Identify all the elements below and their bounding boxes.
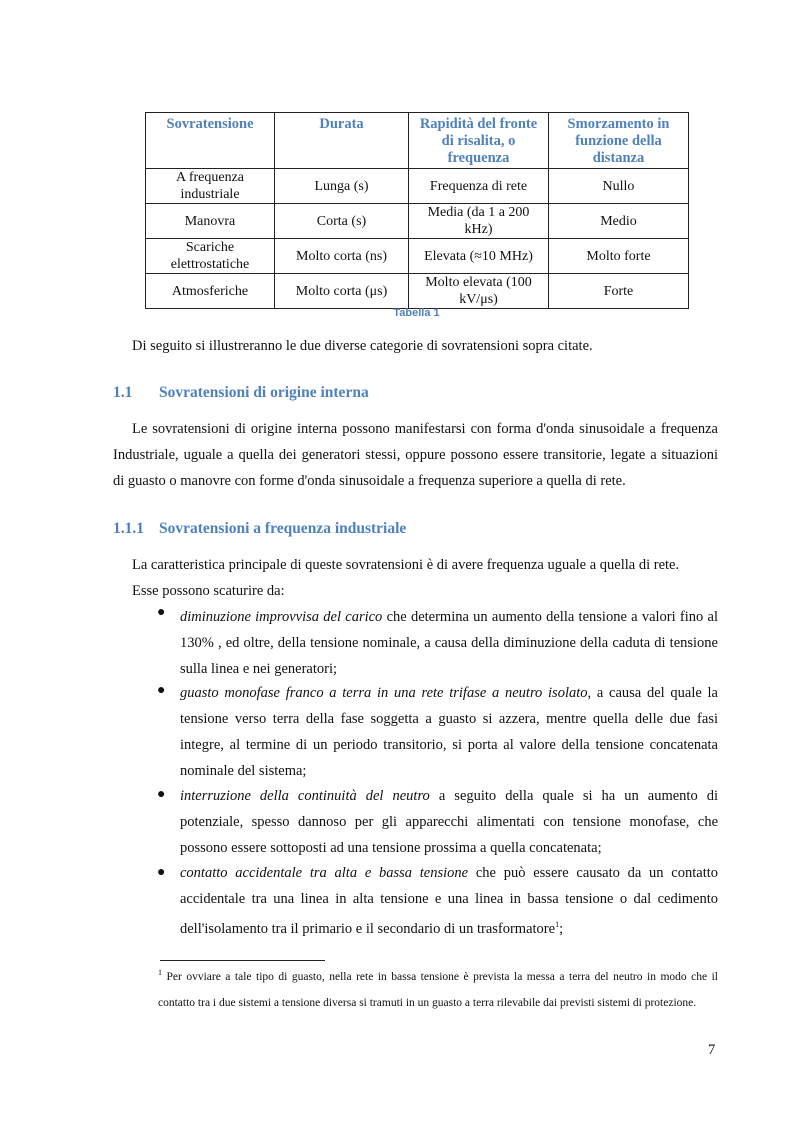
- bullet-icon: ●: [157, 787, 166, 802]
- item-text: integre, al termine di un periodo transitorio, si porta al valore della tensione concatenata: [180, 737, 718, 753]
- table-row: [146, 204, 689, 239]
- header-smorzamento: Smorzamento in funzione della distanza: [549, 113, 689, 169]
- item-text: sulla linea e nei generatori;: [180, 661, 338, 677]
- item-text: possono essere sottoposti ad una tensione prossima a quella concatenata;: [180, 840, 602, 856]
- cell-tipo: Manovra: [146, 204, 275, 239]
- cell-smorzamento: Medio: [549, 204, 689, 239]
- section-title: Sovratensioni di origine interna: [159, 384, 369, 401]
- bullet-icon: ●: [157, 605, 166, 620]
- section-number: 1.1: [113, 384, 133, 401]
- item-text: dell'isolamento tra il primario e il secondario di un trasformatore: [180, 920, 556, 937]
- footnote-text: contatto tra i due sistemi a tensione diversa si tramuti in un guasto a terra rilevabile dai previsti sistemi di protezione.: [158, 996, 697, 1009]
- footnote-ref[interactable]: 1: [555, 920, 560, 929]
- cell-tipo: Scariche elettrostatiche: [146, 239, 275, 274]
- cell-durata: Molto corta (μs): [275, 274, 409, 309]
- page-number: 7: [708, 1042, 716, 1058]
- intro-paragraph: Di seguito si illustreranno le due diverse categorie di sovratensioni sopra citate.: [132, 338, 593, 354]
- section-number: 1.1.1: [113, 520, 144, 537]
- cell-rapidita: Molto elevata (100 kV/μs): [409, 274, 549, 309]
- cell-rapidita: Elevata (≈10 MHz): [409, 239, 549, 274]
- list-item: [180, 680, 718, 784]
- paragraph-line: La caratteristica principale di queste sovratensioni è di avere frequenza uguale a quella di rete.: [132, 557, 680, 573]
- section-heading-1-1-1: [113, 520, 406, 538]
- footnote-mark: 1: [158, 968, 162, 977]
- item-emphasis: diminuzione improvvisa del carico: [180, 609, 383, 625]
- cell-smorzamento: Forte: [549, 274, 689, 309]
- item-emphasis: guasto monofase franco a terra in una rete trifase a neutro isolato: [180, 685, 588, 701]
- cell-tipo: Atmosferiche: [146, 274, 275, 309]
- header-rapidita: Rapidità del fronte di risalita, o frequenza: [409, 113, 549, 169]
- header-durata: Durata: [275, 113, 409, 169]
- paragraph-line: Industriale, uguale a quella dei generatori stessi, oppure possono essere transitorie, legate a situazioni: [113, 447, 718, 463]
- table-row: [146, 239, 689, 274]
- list-item: [180, 783, 718, 861]
- cell-rapidita: Media (da 1 a 200 kHz): [409, 204, 549, 239]
- item-text: , a causa del quale la: [587, 685, 718, 701]
- cell-durata: Corta (s): [275, 204, 409, 239]
- header-sovratensione: Sovratensione: [146, 113, 275, 169]
- cell-durata: Molto corta (ns): [275, 239, 409, 274]
- cell-rapidita: Frequenza di rete: [409, 169, 549, 204]
- item-text: che determina un aumento della tensione a valori fino al: [382, 609, 718, 625]
- paragraph-line: Esse possono scaturire da:: [132, 583, 285, 599]
- section-heading-1-1: [113, 384, 369, 402]
- item-text: potenziale, spesso dannoso per gli apparecchi alimentati con tensione monofase, che: [180, 814, 718, 830]
- item-emphasis: contatto accidentale tra alta e bassa tensione: [180, 865, 469, 881]
- overvoltage-table: [145, 112, 689, 309]
- cell-smorzamento: Nullo: [549, 169, 689, 204]
- item-text: nominale del sistema;: [180, 763, 307, 779]
- paragraph-line: di guasto o manovre con forme d'onda sinusoidale a frequenza superiore a quella di rete.: [113, 473, 626, 489]
- item-emphasis: interruzione della continuità del neutro: [180, 788, 430, 804]
- list-item: [180, 604, 718, 682]
- list-item: [180, 860, 718, 942]
- table-header-row: [146, 113, 689, 169]
- cell-smorzamento: Molto forte: [549, 239, 689, 274]
- item-text: 130% , ed oltre, della tensione nominale, a causa della diminuzione della caduta di tensione: [180, 635, 718, 651]
- footnote: [158, 960, 718, 1016]
- cell-durata: Lunga (s): [275, 169, 409, 204]
- table-caption: Tabella 1: [393, 307, 440, 319]
- bullet-icon: ●: [157, 865, 166, 880]
- item-text: a seguito della quale si ha un aumento di: [429, 788, 718, 804]
- paragraph-line: Le sovratensioni di origine interna possono manifestarsi con forma d'onda sinusoidale a frequenza: [132, 421, 718, 437]
- table-row: [146, 169, 689, 204]
- item-text: accidentale tra una linea in alta tensione e una linea in bassa tensione o dal cedimento: [180, 891, 718, 907]
- cell-tipo: A frequenza industriale: [146, 169, 275, 204]
- item-text: che può essere causato da un contatto: [468, 865, 718, 881]
- item-text: tensione verso terra della fase soggetta a guasto si azzera, mentre quella delle due fasi: [180, 711, 718, 727]
- table-row: [146, 274, 689, 309]
- footnote-text: Per ovviare a tale tipo di guasto, nella rete in bassa tensione è prevista la messa a terra del neutro in modo che il: [162, 970, 718, 983]
- section-title: Sovratensioni a frequenza industriale: [159, 520, 407, 537]
- item-text: ;: [559, 920, 564, 937]
- bullet-icon: ●: [157, 683, 166, 698]
